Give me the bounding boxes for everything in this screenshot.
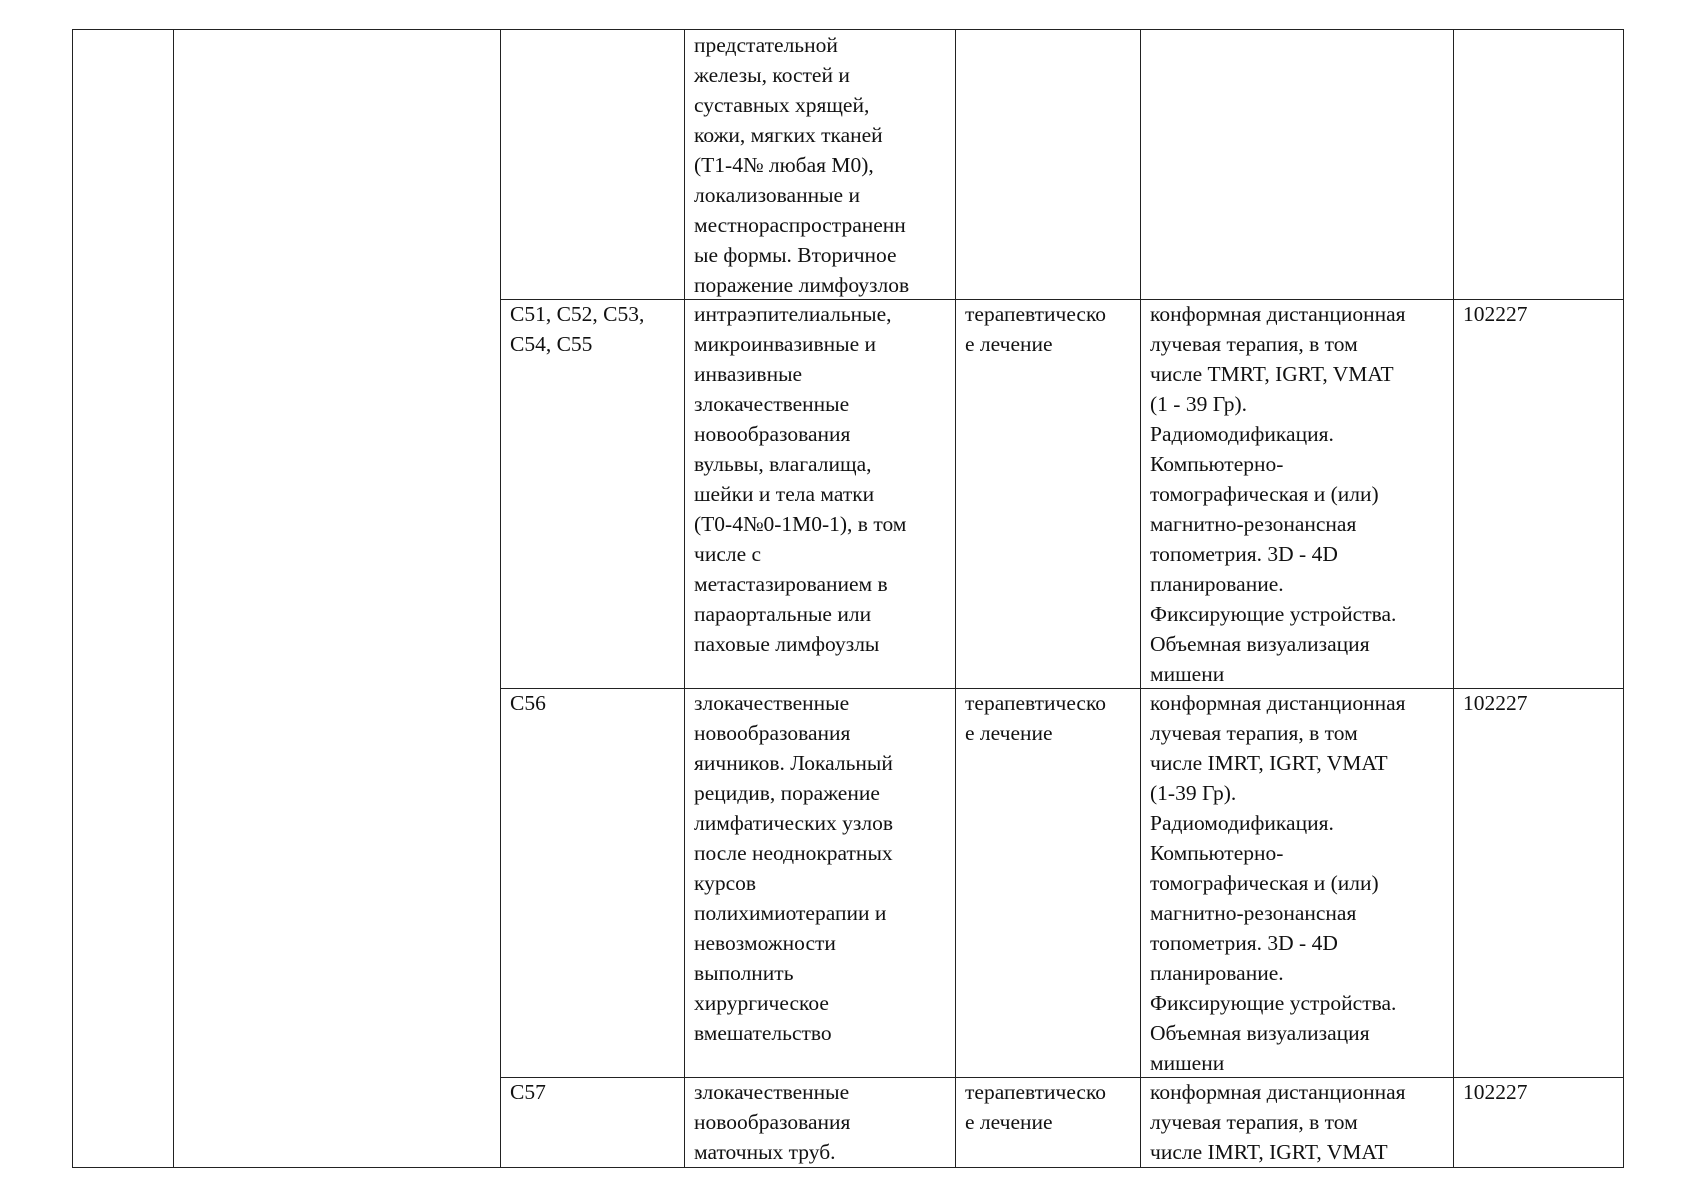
table-row-1-diagnosis: интраэпителиальные, микроинвазивные и инвазивные злокачественные новообразования вульвы, влагалища, шейки и тела матки (Т0-4№0-1М0-1), в том числе с метастазированием в параортальные или паховые лимфоузлы [694,302,907,656]
table-row-3-diagnosis: злокачественные новообразования маточных труб. [694,1080,851,1164]
table-row-1-treatment: терапевтическо е лечение [965,302,1107,356]
table-row-2-method: конформная дистанционная лучевая терапия, в том числе IMRT, IGRT, VMAT (1-39 Гр). Радиомодификация. Компьютерно- томографическая и (или) магнитно-резонансная топометрия. 3D - 4D планирование. Фиксирующие устройства. Объемная визуализация мишени [1150,691,1406,1075]
table-row-3-treatment: терапевтическо е лечение [965,1080,1107,1134]
table-row-2-code: C56 [510,691,546,715]
document-table [72,29,1624,1168]
table-row-2-cost: 102227 [1463,691,1528,715]
table-row-1-code: C51, C52, C53, C54, C55 [510,302,645,356]
column-divider [173,30,174,1167]
table-row-3-method: конформная дистанционная лучевая терапия, в том числе IMRT, IGRT, VMAT [1150,1080,1406,1164]
table-row-3-code: C57 [510,1080,546,1104]
column-divider [500,30,501,1167]
table-row-2-treatment: терапевтическо е лечение [965,691,1107,745]
column-divider [1453,30,1454,1167]
table-row-0-diagnosis: предстательной железы, костей и суставных хрящей, кожи, мягких тканей (Т1-4№ любая М0), локализованные и местнораспространенн ые формы. Вторичное поражение лимфоузлов [694,33,910,297]
column-divider [955,30,956,1167]
table-row-1-method: конформная дистанционная лучевая терапия, в том числе TMRT, IGRT, VMAT (1 - 39 Гр). Радиомодификация. Компьютерно- томографическая и (или) магнитно-резонансная топометрия. 3D - 4D планирование. Фиксирующие устройства. Объемная визуализация мишени [1150,302,1406,686]
table-row-2-diagnosis: злокачественные новообразования яичников. Локальный рецидив, поражение лимфатических узлов после неоднократных курсов полихимиотерапии и невозможности выполнить хирургическое вмешательство [694,691,894,1045]
table-row-3-cost: 102227 [1463,1080,1528,1104]
table-row-1-cost: 102227 [1463,302,1528,326]
